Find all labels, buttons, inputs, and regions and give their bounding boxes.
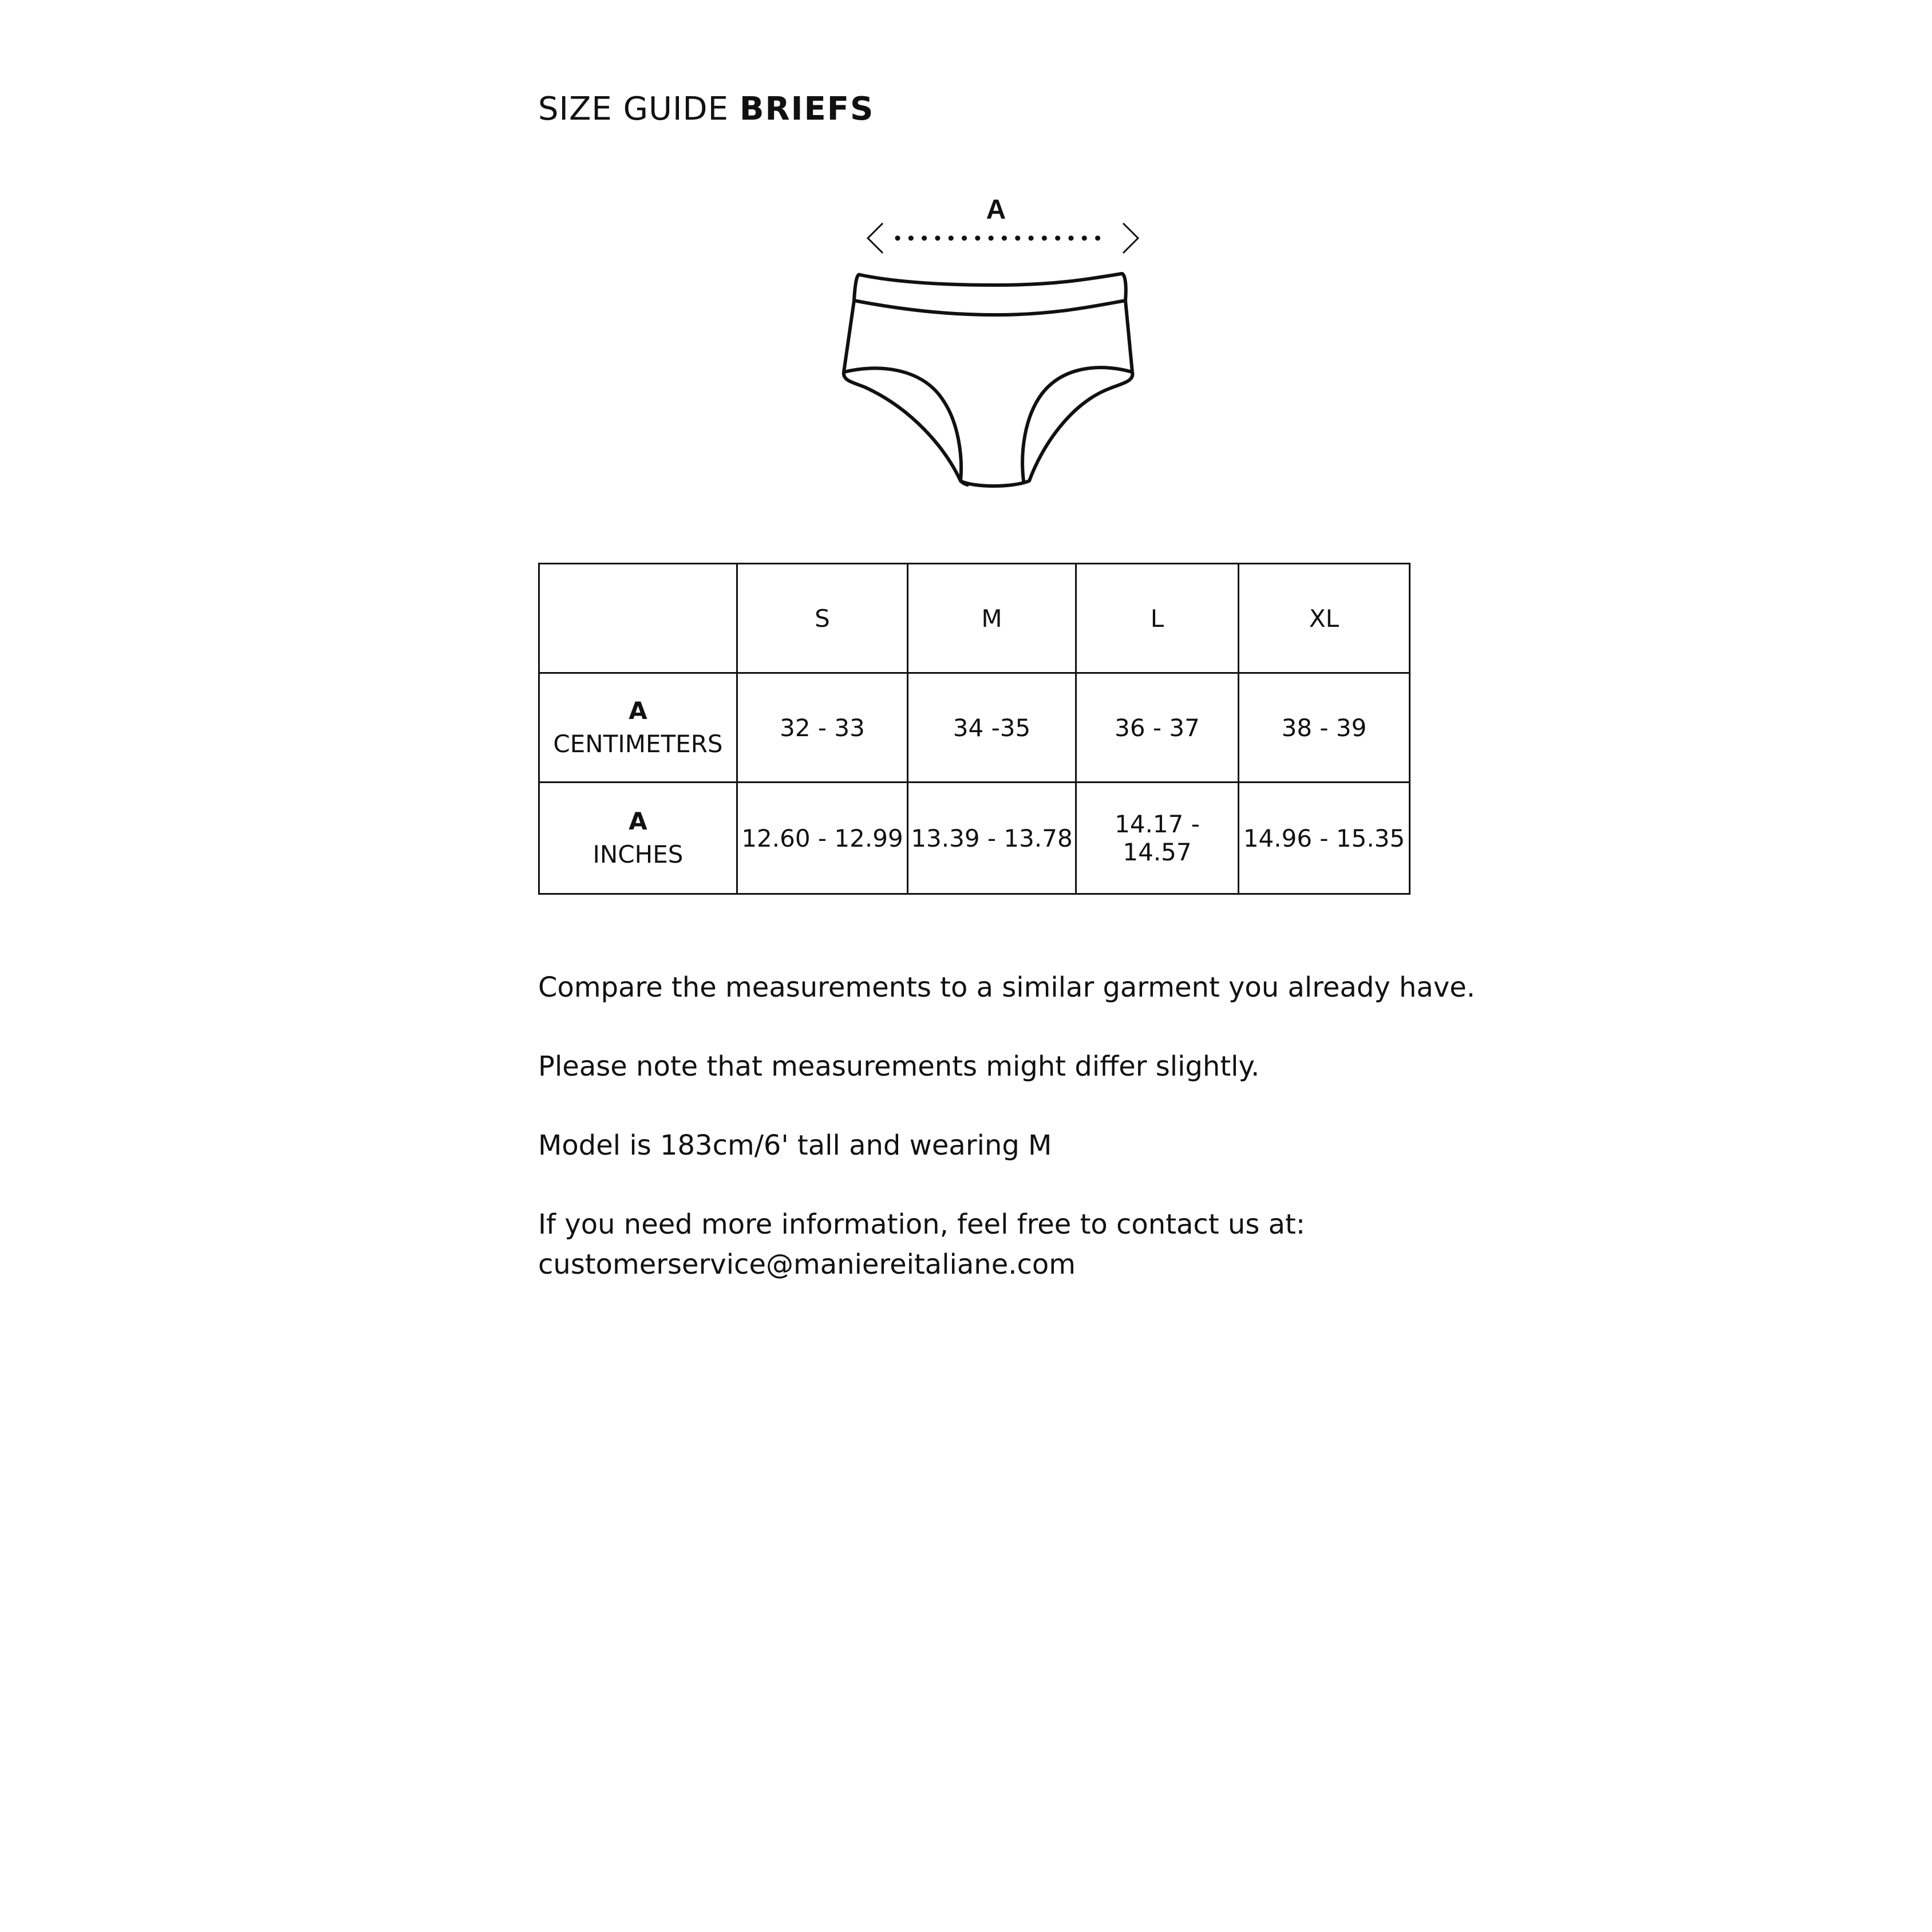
table-cell: 12.60 - 12.99 (737, 783, 908, 894)
row-unit: INCHES (592, 840, 683, 868)
size-table (538, 563, 1411, 895)
size-header-xl: XL (1239, 564, 1410, 673)
row-label-inches (539, 783, 737, 894)
title-product: BRIEFS (739, 90, 875, 128)
contact-email[interactable]: customerservice@maniereitaliane.com (538, 1249, 1076, 1281)
table-header-row (539, 564, 1410, 673)
table-cell: 36 - 37 (1076, 673, 1239, 783)
row-dimension: A (629, 807, 647, 835)
note-contact (538, 1204, 1511, 1285)
table-cell: 14.17 - 14.57 (1076, 783, 1239, 894)
size-notes (538, 967, 1511, 1285)
title-prefix: SIZE GUIDE (538, 90, 729, 128)
size-header-s: S (737, 564, 908, 673)
measure-arrow-left (868, 223, 883, 253)
row-dimension: A (629, 697, 647, 725)
table-cell: 14.96 - 15.35 (1239, 783, 1410, 894)
page-title (538, 90, 874, 128)
briefs-garment-icon (836, 183, 1145, 492)
table-corner-cell (539, 564, 737, 673)
briefs-outline (844, 274, 1133, 486)
contact-line: If you need more information, feel free to contact us at: (538, 1208, 1305, 1240)
table-cell: 32 - 33 (737, 673, 908, 783)
table-row-centimeters (539, 673, 1410, 783)
size-header-m: M (908, 564, 1076, 673)
table-row-inches (539, 783, 1410, 894)
row-unit: CENTIMETERS (553, 730, 723, 758)
note-model: Model is 183cm/6' tall and wearing M (538, 1129, 1052, 1161)
measure-label-a: A (986, 195, 1006, 225)
table-cell: 38 - 39 (1239, 673, 1410, 783)
size-header-l: L (1076, 564, 1239, 673)
table-cell: 34 -35 (908, 673, 1076, 783)
note-compare: Compare the measurements to a similar garment you already have. (538, 971, 1476, 1003)
measure-arrow-right (1123, 223, 1138, 253)
note-differ: Please note that measurements might differ slightly. (538, 1050, 1260, 1082)
row-label-centimeters (539, 673, 737, 783)
table-cell: 13.39 - 13.78 (908, 783, 1076, 894)
